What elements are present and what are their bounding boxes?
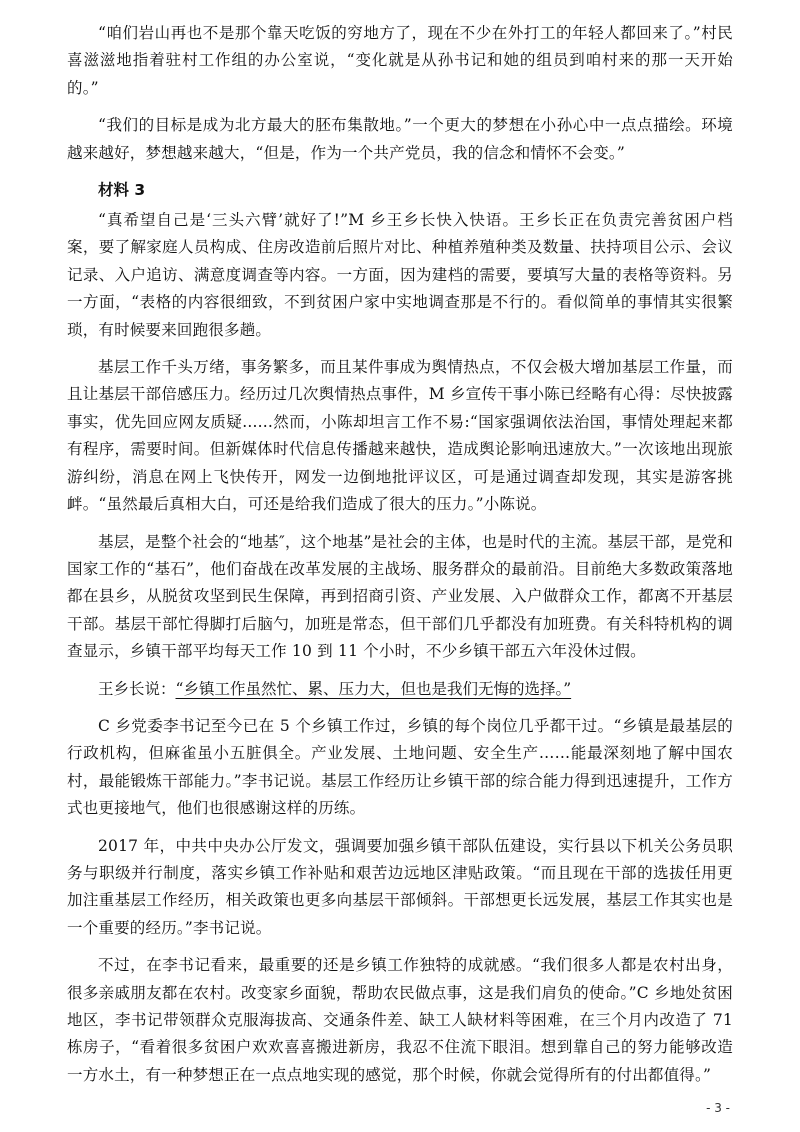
paragraph: “我们的目标是成为北方最大的胚布集散地。”一个更大的梦想在小孙心中一点点描绘。环境越来越好，梦想越来越大，“但是，作为一个共产党员，我的信念和情怀不会变。” xyxy=(67,116,733,162)
section-heading: 材料 3 xyxy=(98,181,146,200)
paragraph: 基层工作千头万绪，事务繁多，而且某件事成为舆情热点，不仅会极大增加基层工作量，而且让基层干部倍感压力。经历过几次舆情热点事件，M 乡宣传干事小陈已经略有心得：尽快披露事实，优先回应网友质疑......然而，小陈却坦言工作不易:“国家强调依法治国，事情处理起来都有程序，需要时间。但新媒体时代信息传播越来越快，造成舆论影响迅速放大。”一次该地出现旅游纠纷，消息在网上飞快传开，网发一边倒地批评议区，可是通过调查却发现，其实是游客挑衅。“虽然最后真相大白，可还是给我们造成了很大的压力。”小陈说。 xyxy=(67,358,733,514)
page-number: - 3 - xyxy=(706,1101,730,1115)
quote-paragraph xyxy=(67,676,733,703)
quote-speaker: 王乡长说： xyxy=(98,679,176,698)
paragraph: “咱们岩山再也不是那个靠天吃饭的穷地方了，现在不少在外打工的年轻人都回来了。”村民喜滋滋地指着驻村工作组的办公室说，“变化就是从孙书记和她的组员到咱村来的那一天开始的。” xyxy=(67,24,733,97)
paragraph: C 乡党委李书记至今已在 5 个乡镇工作过，乡镇的每个岗位几乎都干过。“乡镇是最基层的行政机构，但麻雀虽小五脏俱全。产业发展、土地问题、安全生产……能最深刻地了解中国农村，最能锻炼干部能力。”李书记说。基层工作经历让乡镇干部的综合能力得到迅速提升，工作方式也更接地气，他们也很感谢这样的历练。 xyxy=(67,716,733,818)
document-body xyxy=(67,20,733,1099)
underlined-quote: “乡镇工作虽然忙、累、压力大，但也是我们无悔的选择。” xyxy=(175,679,572,698)
paragraph: 基层，是整个社会的“地基″，这个地基”是社会的主体，也是时代的主流。基层干部，是党和国家工作的“基石”，他们奋战在改革发展的主战场、服务群众的最前沿。目前绝大多数政策落地都在县乡，从脱贫攻坚到民生保障，再到招商引资、产业发展、入户做群众工作，都离不开基层干部。基层干部忙得脚打后脑勺，加班是常态，但干部们几乎都没有加班费。有关科特机构的调查显示，乡镇干部平均每天工作 10 到 11 个小时，不少乡镇干部五六年没休过假。 xyxy=(67,532,733,661)
paragraph: 2017 年，中共中央办公厅发文，强调要加强乡镇干部队伍建设，实行县以下机关公务员职务与职级并行制度，落实乡镇工作补贴和艰苦边远地区津贴政策。“而且现在干部的选拔任用更加注重基层工作经历，相关政策也更多向基层干部倾斜。干部想更长远发展，基层工作其实也是一个重要的经历。”李书记说。 xyxy=(67,836,733,937)
paragraph: 不过，在李书记看来，最重要的还是乡镇工作独特的成就感。“我们很多人都是农村出身，很多亲戚朋友都在农村。改变家乡面貌，帮助农民做点事，这是我们肩负的使命。”C 乡地处贫困地区，李书记带领群众克服海拔高、交通条件差、缺工人缺材料等困难，在三个月内改造了 71 栋房子，“看着很多贫困户欢欢喜喜搬进新房，我忍不住流下眼泪。想到靠自己的努力能够改造一方水土，有一种梦想正在一点点地实现的感觉，那个时候，你就会觉得所有的付出都值得。” xyxy=(67,956,733,1084)
paragraph: “真希望自己是‘三头六臂’就好了!”M 乡王乡长快入快语。王乡长正在负责完善贫困户档案，要了解家庭人员构成、住房改造前后照片对比、种植养殖种类及数量、扶持项目公示、会议记录、入户追访、满意度调查等内容。一方面，因为建档的需要，要填写大量的表格等资料。另一方面，“表格的内容很细致，不到贫困户家中实地调查那是不行的。看似简单的事情其实很繁琐，有时候要来回跑很多趟。 xyxy=(67,211,733,339)
